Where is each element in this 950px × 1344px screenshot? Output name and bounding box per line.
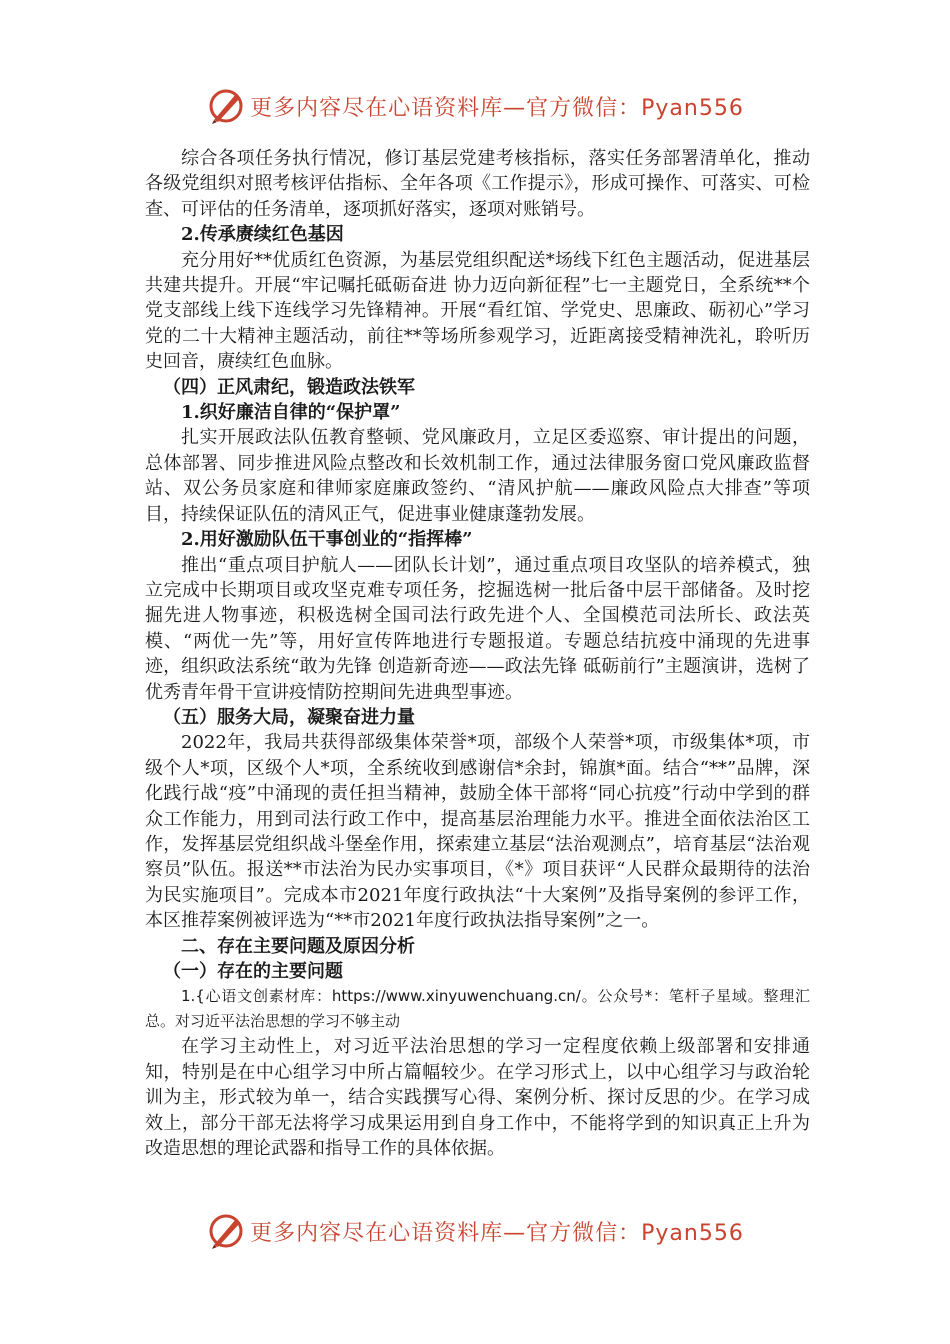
pen-logo-icon — [206, 1211, 246, 1251]
pen-logo-icon — [206, 86, 246, 126]
section-heading: （一）存在的主要问题 — [163, 961, 343, 982]
paragraph: 扎实开展政法队伍教育整顿、党风廉政月，立足区委巡察、审计提出的问题，总体部署、同步推进风险点整改和长效机制工作，通过法律服务窗口党风廉政监督站、双公务员家庭和律师家庭廉政签约、“清风护航——廉政风险点大排查”等项目，持续保证队伍的清风正气，促进事业健康蓬勃发展。 — [145, 427, 810, 525]
banner-text: 更多内容尽在心语资料库—官方微信：Pyan556 — [250, 95, 744, 121]
note-paragraph: 1.{心语文创素材库：https://www.xinyuwenchuang.cn/。公众号*：笔杆子星域。整理汇总。对习近平法治思想的学习不够主动 — [145, 987, 810, 1031]
subheading: 2.传承赓续红色基因 — [181, 224, 344, 246]
banner-text: 更多内容尽在心语资料库—官方微信：Pyan556 — [250, 1220, 744, 1246]
section-heading: （五）服务大局，凝聚奋进力量 — [163, 706, 415, 728]
paragraph: 2022年，我局共获得部级集体荣誉*项，部级个人荣誉*项，市级集体*项，市级个人*项，区级个人*项，全系统收到感谢信*余封，锦旗*面。结合“**”品牌，深化践行战“疫”中涌现的责任担当精神，鼓励全体干部将“同心抗疫”行动中学到的群众工作能力，用到司法行政工作中，提高基层治理能力水平。推进全面依法治区工作，发挥基层党组织战斗堡垒作用，探索建立基层“法治观测点”，培育基层“法治观察员”队伍。报送**市法治为民办实事项目，《*》项目获评“人民群众最期待的法治为民实施项目”。完成本市2021年度行政执法“十大案例”及指导案例的参评工作，本区推荐案例被评选为“**市2021年度行政执法指导案例”之一。 — [145, 732, 810, 932]
paragraph: 推出“重点项目护航人——团队长计划”，通过重点项目攻坚队的培养模式，独立完成中长期项目或攻坚克难专项任务，挖掘选树一批后备中层干部储备。及时挖掘先进人物事迹，积极选树全国司法行政先进个人、全国模范司法所长、政法英模、“两优一先”等，用好宣传阵地进行专题报道。专题总结抗疫中涌现的先进事迹，组织政法系统“敢为先锋 创造新奇迹——政法先锋 砥砺前行”主题演讲，选树了优秀青年骨干宣讲疫情防控期间先进典型事迹。 — [145, 554, 810, 703]
paragraph: 综合各项任务执行情况，修订基层党建考核指标，落实任务部署清单化，推动各级党组织对照考核评估指标、全年各项《工作提示》，形成可操作、可落实、可检查、可评估的任务清单，逐项抓好落实，逐项对账销号。 — [145, 148, 810, 220]
paragraph: 充分用好**优质红色资源，为基层党组织配送*场线下红色主题活动，促进基层共建共提升。开展“牢记嘱托砥砺奋进 协力迈向新征程”七一主题党日，全系统**个党支部线上线下连线学习先锋精神。开展“看红馆、学党史、思廉政、砺初心”学习党的二十大精神主题活动，前往**等场所参观学习，近距离接受精神洗礼，聆听历史回音，赓续红色血脉。 — [145, 249, 810, 373]
footer-banner — [0, 1209, 950, 1253]
section-heading: （四）正风肃纪，锻造政法铁军 — [163, 376, 415, 398]
paragraph: 在学习主动性上，对习近平法治思想的学习一定程度依赖上级部署和安排通知，特别是在中心组学习中所占篇幅较少。在学习形式上，以中心组学习与政治轮训为主，形式较为单一，结合实践撰写心得、案例分析、探讨反思的少。在学习成效上，部分干部无法将学习成果运用到自身工作中，不能将学到的知识真正上升为改造思想的理论武器和指导工作的具体依据。 — [145, 1036, 810, 1160]
subheading: 1.织好廉洁自律的“保护罩” — [181, 402, 401, 424]
subheading: 2.用好激励队伍干事创业的“指挥棒” — [181, 529, 473, 551]
document-body — [145, 146, 810, 1161]
header-banner — [0, 84, 950, 128]
chapter-heading: 二、存在主要问题及原因分析 — [181, 935, 415, 957]
